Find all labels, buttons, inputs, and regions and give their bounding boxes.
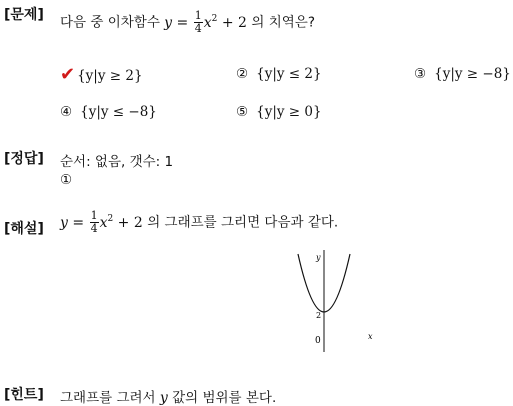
choice-3-number: ③ [414,66,427,82]
choice-2-number: ② [236,66,249,82]
choice-5-number: ⑤ [236,104,249,120]
problem-fraction: $\frac{1}{4}$ [194,9,202,35]
choice-4-text: {y|y ≤ −8} [80,104,157,120]
y-axis-label: y [316,253,321,262]
problem-suffix: 의 치역은? [251,14,315,31]
x-axis-label: x [368,332,373,341]
hint-statement [60,386,276,406]
hint-tag: [힌트] [4,387,44,403]
hint-variable: y [159,390,168,406]
problem-function: y = $\frac{1}{4}$ $x^2 + 2$ [164,9,247,35]
answer-tag: [정답] [4,151,44,167]
explanation-fraction: $\frac{1}{4}$ [90,209,98,235]
origin-label: 0 [315,336,321,346]
choice-2[interactable] [236,66,322,82]
parabola-graph [290,248,390,356]
problem-statement [60,10,315,35]
explanation-suffix: 의 그래프를 그리면 다음과 같다. [147,214,339,231]
choice-1-text: {y|y ≥ 2} [77,68,143,84]
answer-line-2: ① [60,172,73,188]
explanation-tag: [해설] [4,221,44,237]
hint-prefix: 그래프를 그려서 [60,390,160,406]
choice-3-text: {y|y ≥ −8} [434,66,511,82]
problem-prefix: 다음 중 이차함수 [60,14,165,31]
choice-4-number: ④ [60,104,73,120]
hint-suffix: 값의 범위를 본다. [167,390,277,406]
explanation-statement [60,210,338,235]
choice-5[interactable] [236,104,322,120]
check-mark-icon: ✔ [60,64,76,85]
choice-3[interactable] [414,66,511,82]
problem-tag: [문제] [4,7,44,23]
choice-4[interactable] [60,104,157,120]
choice-2-text: {y|y ≤ 2} [256,66,322,82]
intercept-label: 2 [316,311,322,320]
choice-1[interactable] [60,64,143,85]
answer-line-1: 순서: 없음, 갯수: 1 [60,154,174,170]
explanation-function: y = $\frac{1}{4}$ $x^2 + 2$ [60,209,143,235]
choice-5-text: {y|y ≥ 0} [256,104,322,120]
